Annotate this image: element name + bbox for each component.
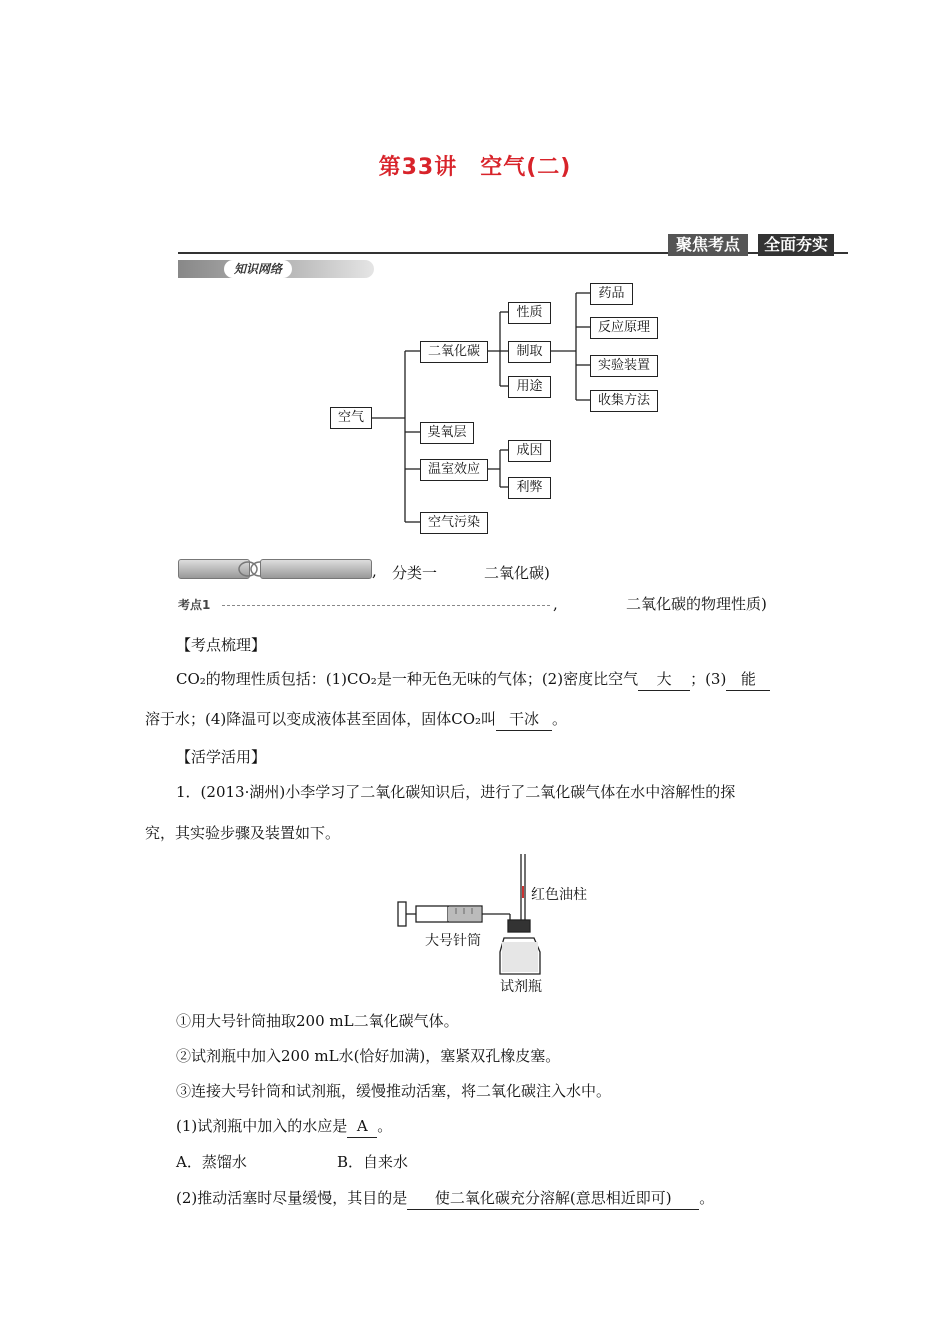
tree-node-co2: 二氧化碳 — [420, 341, 488, 363]
step-3: ③连接大号针筒和试剂瓶，缓慢推动活塞，将二氧化碳注入水中。 — [176, 1082, 612, 1100]
tree-node-uses: 用途 — [508, 376, 551, 398]
tree-node-apparatus: 实验装置 — [590, 355, 658, 377]
option-b: B．自来水 — [337, 1153, 409, 1171]
answer-dry-ice: 干冰 — [496, 708, 552, 731]
figure-label-oil: 红色油柱 — [531, 887, 587, 903]
sub2-end: 。 — [699, 1189, 715, 1207]
figure-label-bottle: 试剂瓶 — [500, 979, 542, 995]
syringe-plunger-handle-icon — [398, 902, 406, 926]
kaodian-pill-right — [260, 559, 372, 579]
kaodian-separator: , — [372, 562, 377, 580]
tree-node-preparation: 制取 — [508, 341, 551, 363]
tree-node-properties: 性质 — [508, 302, 551, 324]
question-1-line-1: 1．(2013·湖州)小李学习了二氧化碳知识后，进行了二氧化碳气体在水中溶解性的探 — [176, 783, 736, 801]
kaodian-classify: 分类一 — [392, 564, 438, 582]
props-line-1 — [176, 668, 770, 691]
red-oil-column — [522, 886, 524, 898]
sub-question-1 — [176, 1115, 392, 1138]
sub1-text: (1)试剂瓶中加入的水应是 — [176, 1117, 348, 1135]
knowledge-network-label: 知识网络 — [224, 260, 292, 278]
tree-node-cause: 成因 — [508, 440, 551, 462]
props-text-4: 。 — [552, 710, 568, 728]
kaodian1-dashed-rule — [222, 605, 550, 606]
tree-node-collection: 收集方法 — [590, 390, 658, 412]
sub2-text: (2)推动活塞时尽量缓慢，其目的是 — [176, 1189, 408, 1207]
answer-solubility: 能 — [726, 668, 770, 691]
kaodian1-label: 考点1 — [178, 598, 211, 612]
tree-node-greenhouse: 温室效应 — [420, 459, 488, 481]
section-heading-practice: 【活学活用】 — [176, 748, 267, 766]
tree-node-air: 空气 — [330, 407, 372, 429]
answer-sub1: A — [347, 1115, 377, 1138]
tree-node-pros-cons: 利弊 — [508, 477, 551, 499]
syringe-gas-fill — [448, 907, 481, 921]
props-text-3: 溶于水；(4)降温可以变成液体甚至固体，固体CO₂叫 — [145, 710, 497, 728]
kaodian1-topic: 二氧化碳的物理性质) — [626, 595, 767, 613]
props-text-1: CO₂的物理性质包括：(1)CO₂是一种无色无味的气体；(2)密度比空气 — [176, 670, 639, 688]
section-heading-review: 【考点梳理】 — [176, 636, 267, 654]
banner-consolidate-label: 全面夯实 — [758, 234, 834, 256]
tree-node-pollution: 空气污染 — [420, 512, 488, 534]
tree-node-reagents: 药品 — [590, 283, 633, 305]
step-1: ①用大号针筒抽取200 mL二氧化碳气体。 — [176, 1012, 459, 1030]
props-text-2: ；(3) — [690, 670, 727, 688]
figure-label-syringe: 大号针筒 — [425, 933, 481, 949]
sub1-end: 。 — [377, 1117, 393, 1135]
step-2: ②试剂瓶中加入200 mL水(恰好加满)，塞紧双孔橡皮塞。 — [176, 1047, 561, 1065]
apparatus-figure — [390, 852, 610, 992]
answer-density: 大 — [638, 668, 690, 691]
answer-sub2: 使二氧化碳充分溶解(意思相近即可) — [407, 1187, 699, 1210]
sub-question-2 — [176, 1187, 714, 1210]
page-title: 第33讲 空气(二) — [378, 155, 572, 180]
bottle-water-fill — [502, 942, 538, 972]
kaodian-topic: 二氧化碳) — [484, 564, 550, 582]
tree-node-ozone: 臭氧层 — [420, 422, 474, 444]
option-a: A．蒸馏水 — [176, 1153, 247, 1171]
kaodian1-separator: , — [553, 595, 558, 613]
props-line-2 — [145, 708, 567, 731]
tree-node-principle: 反应原理 — [590, 317, 658, 339]
question-1-line-2: 究，其实验步骤及装置如下。 — [145, 824, 341, 842]
banner-focus-label: 聚焦考点 — [668, 234, 748, 256]
